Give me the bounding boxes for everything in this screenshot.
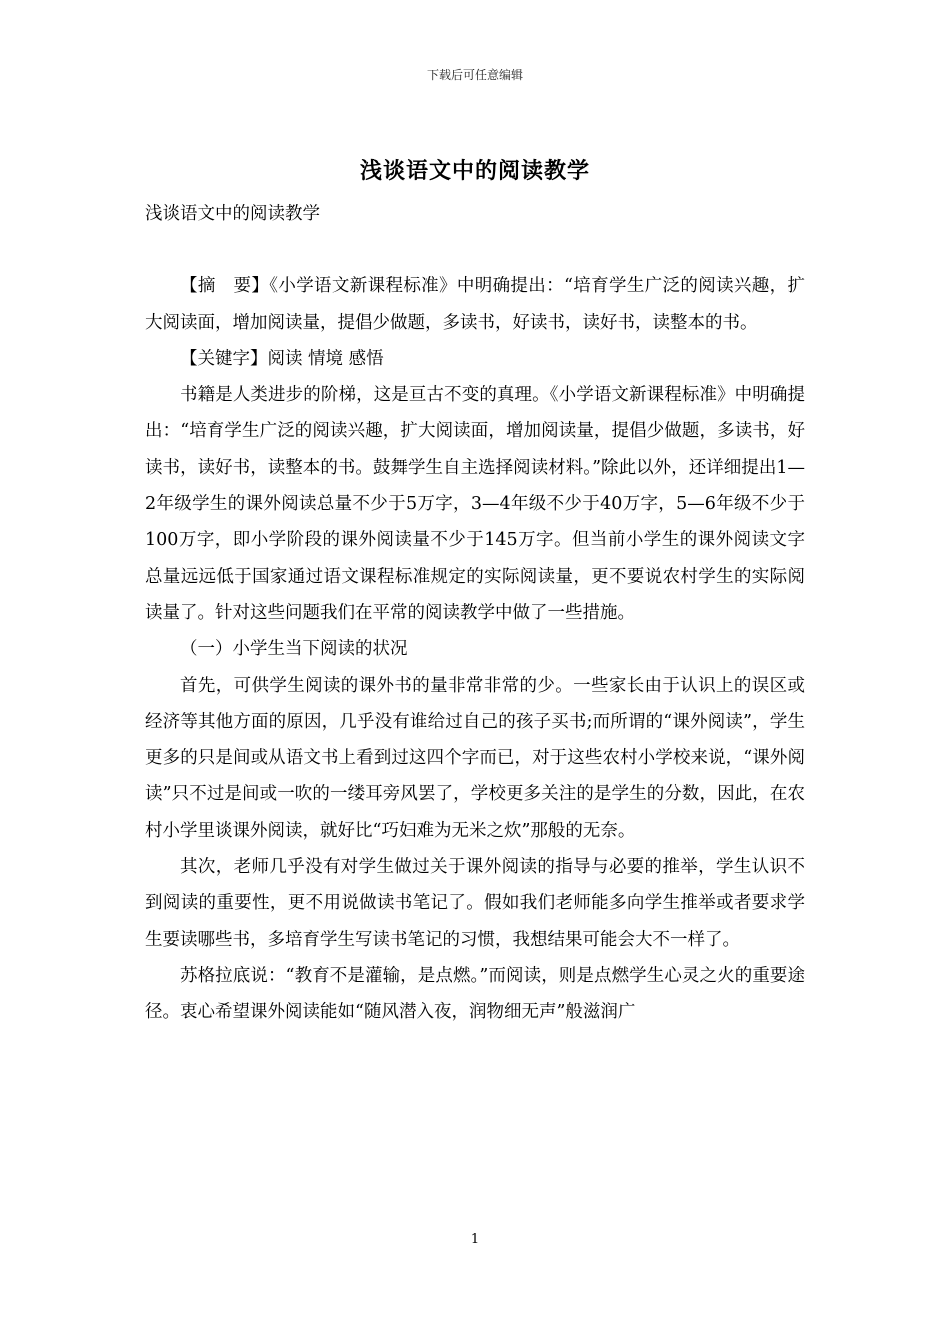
abstract-paragraph: 【摘 要】《小学语文新课程标准》中明确提出：“培育学生广泛的阅读兴趣，扩大阅读面，增加阅读量，提倡少做题，多读书，好读书，读好书，读整本的书。 (145, 276, 805, 333)
document-subtitle: 浅谈语文中的阅读教学 (145, 204, 320, 224)
document-body (145, 196, 805, 1031)
keywords-paragraph: 【关键字】阅读 情境 感悟 (180, 348, 384, 369)
body-paragraph: 其次，老师几乎没有对学生做过关于课外阅读的指导与必要的推举，学生认识不到阅读的重要性，更不用说做读书笔记了。假如我们老师能多向学生推举或者要求学生要读哪些书，多培育学生写读书笔记的习惯，我想结果可能会大不一样了。 (145, 857, 805, 950)
page-number: 1 (470, 1232, 480, 1247)
section-heading: （一）小学生当下阅读的状况 (180, 639, 408, 660)
body-paragraph: 苏格拉底说：“教育不是灌输，是点燃。”而阅读，则是点燃学生心灵之火的重要途径。衷心希望课外阅读能如“随风潜入夜，润物细无声”般滋润广 (145, 965, 805, 1023)
body-paragraph: 首先，可供学生阅读的课外书的量非常非常的少。一些家长由于认识上的误区或经济等其他方面的原因，几乎没有谁给过自己的孩子买书;而所谓的“课外阅读”，学生更多的只是间或从语文书上看到过这四个字而已，对于这些农村小学校来说，“课外阅读”只不过是间或一吹的一缕耳旁风罢了，学校更多关注的是学生的分数，因此，在农村小学里谈课外阅读，就好比“巧妇难为无米之炊”那般的无奈。 (145, 675, 805, 841)
header-note: 下载后可任意编辑 (426, 68, 523, 82)
body-paragraph: 书籍是人类进步的阶梯，这是亘古不变的真理。《小学语文新课程标准》中明确提出：“培育学生广泛的阅读兴趣，扩大阅读面，增加阅读量，提倡少做题，多读书，好读书，读好书，读整本的书。鼓舞学生自主选择阅读材料。”除此以外，还详细提出1—2年级学生的课外阅读总量不少于5万字，3—4年级不少于40万字，5—6年级不少于100万字，即小学阶段的课外阅读量不少于145万字。但当前小学生的课外阅读文字总量远远低于国家通过语文课程标准规定的实际阅读量，更不要说农村学生的实际阅读量了。针对这些问题我们在平常的阅读教学中做了一些措施。 (145, 385, 805, 623)
document-title: 浅谈语文中的阅读教学 (359, 158, 590, 184)
